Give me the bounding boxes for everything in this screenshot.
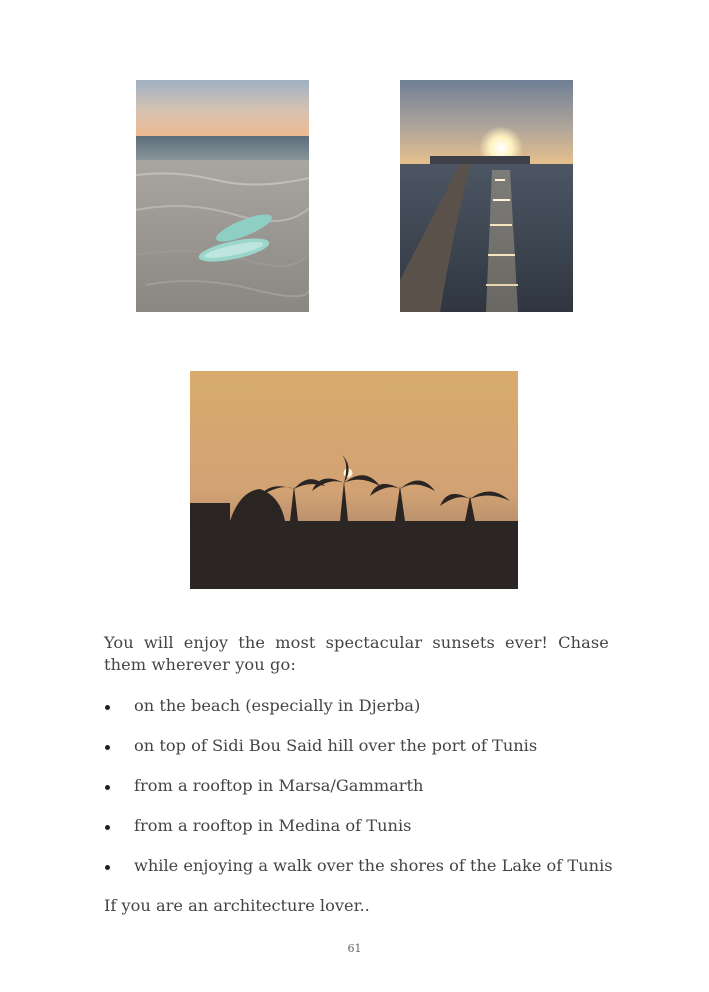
list-item — [104, 855, 624, 895]
list-item-text: on top of Sidi Bou Said hill over the port of Tunis — [134, 736, 538, 755]
list-item — [104, 695, 624, 735]
list-item — [104, 815, 624, 855]
bullet-icon — [105, 745, 110, 750]
list-item-text: while enjoying a walk over the shores of the Lake of Tunis — [134, 856, 613, 875]
page-number: 61 — [347, 942, 362, 955]
list-item — [104, 775, 624, 815]
bullet-icon — [105, 865, 110, 870]
bullet-icon — [105, 825, 110, 830]
beach-flip-flops-photo — [136, 80, 309, 312]
list-item — [104, 735, 624, 775]
outro-paragraph: If you are an architecture lover.. — [104, 896, 370, 915]
shoreline-sunset-photo — [400, 80, 573, 312]
list-item-text: on the beach (especially in Djerba) — [134, 696, 421, 715]
bullet-icon — [105, 785, 110, 790]
list-item-text: from a rooftop in Marsa/Gammarth — [134, 776, 424, 795]
sunset-spots-list — [104, 695, 624, 895]
list-item-text: from a rooftop in Medina of Tunis — [134, 816, 412, 835]
intro-paragraph: You will enjoy the most spectacular sunsets ever! Chase them wherever you go: — [104, 633, 609, 674]
palm-sunset-photo — [190, 371, 518, 589]
bullet-icon — [105, 705, 110, 710]
